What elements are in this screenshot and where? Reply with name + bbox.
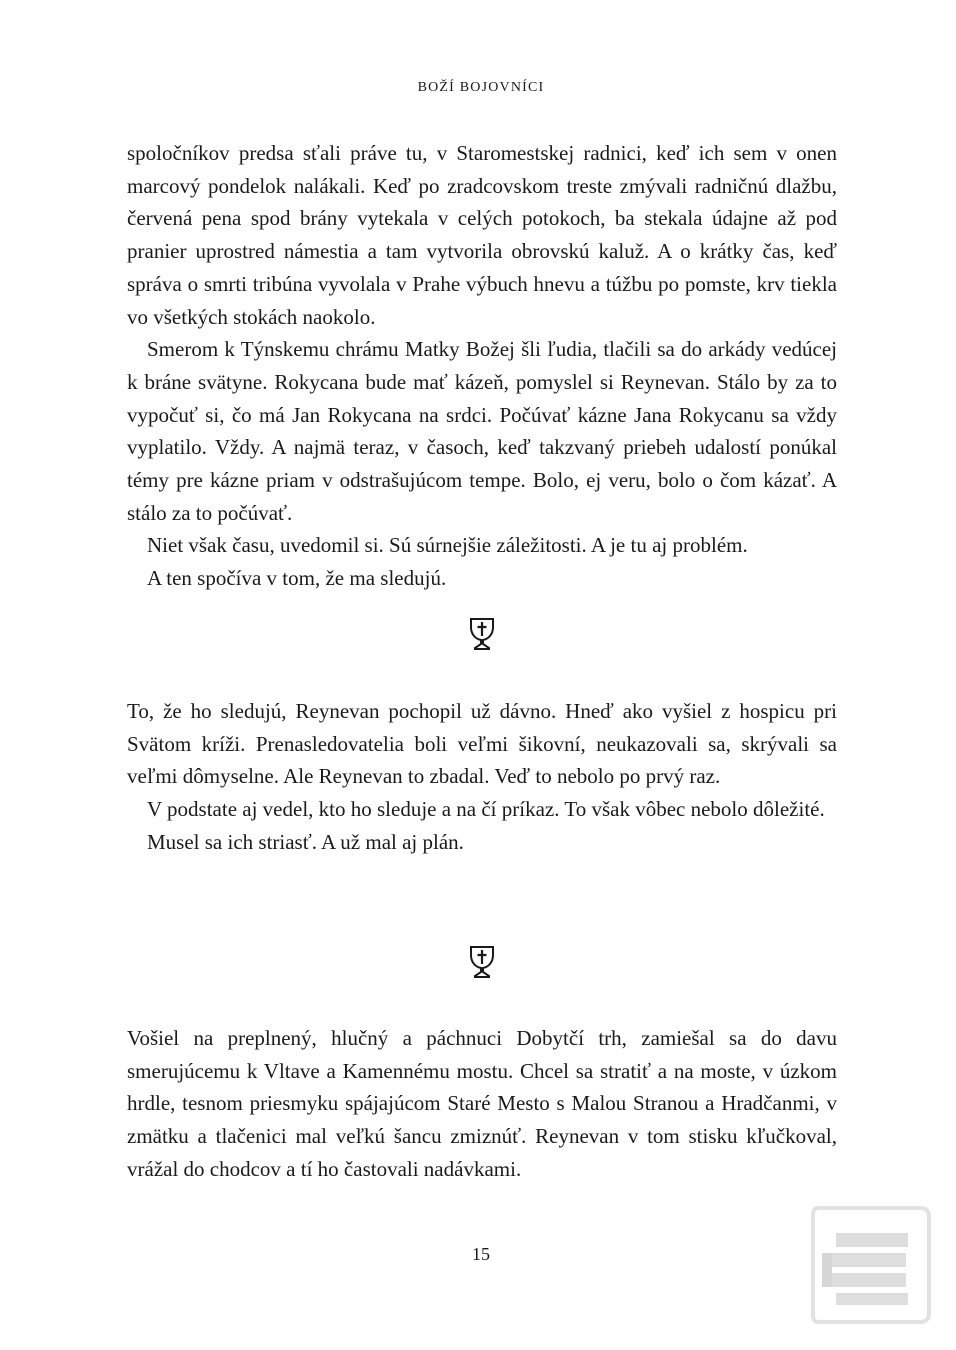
- paragraph: To, že ho sledujú, Reynevan pochopil už dávno. Hneď ako vyšiel z hospicu pri Svätom kríži. Prenasledovatelia boli veľmi šikovní, neukazovali sa, skrývali sa veľmi dômyselne. Ale Reynevan to zbadal. Veď to nebolo po prvý raz.: [127, 699, 837, 789]
- page-number: 15: [472, 1244, 490, 1264]
- paragraph: Vošiel na preplnený, hlučný a páchnuci Dobytčí trh, zamiešal sa do davu smerujúcemu k Vltave a Kamennému mostu. Chcel sa stratiť a na moste, v úzkom hrdle, tesnom priesmyku spájajúcom Staré Mesto s Malou Stranou a Hradčanmi, v zmätku a tlačenici mal veľkú šancu zmiznúť. Reynevan v tom stisku kľučkoval, vrážal do chodcov a tí ho častovali nadávkami.: [127, 1026, 837, 1181]
- paragraph: Niet však času, uvedomil si. Sú súrnejšie záležitosti. A je tu aj problém.: [147, 533, 748, 558]
- text-section-2: [127, 695, 837, 859]
- paragraph: spoločníkov predsa sťali práve tu, v Staromestskej radnici, keď ich sem v onen marcový pondelok nalákali. Keď po zradcovskom treste zmývali radničnú dlažbu, červená pena spod brány vytekala v celých potokoch, ba stekala údajne až pod pranier uprostred námestia a tam vytvorila obrovskú kaluž. A o krátky čas, keď správa o smrti tribúna vyvolala v Prahe výbuch hnevu a túžbu po pomste, krv tiekla vo všetkých stokách naokolo.: [127, 141, 837, 329]
- chalice-with-cross-icon: [468, 617, 496, 651]
- watermark-logo: [810, 1205, 932, 1325]
- chalice-with-cross-icon: [468, 945, 496, 979]
- paragraph: Smerom k Týnskemu chrámu Matky Božej šli ľudia, tlačili sa do arkády vedúcej k bráne svätyne. Rokycana bude mať kázeň, pomyslel si Reynevan. Stálo by za to vypočuť si, čo má Jan Rokycana na srdci. Počúvať kázne Jana Rokycanu sa vždy vyplatilo. Vždy. A najmä teraz, v časoch, keď takzvaný priebeh udalostí ponúkal témy pre kázne priam v odstrašujúcom tempe. Bolo, ej veru, bolo o čom kázať. A stálo za to počúvať.: [127, 337, 837, 525]
- paragraph: A ten spočíva v tom, že ma sledujú.: [147, 566, 447, 591]
- paragraph: V podstate aj vedel, kto ho sleduje a na čí príkaz. To však vôbec nebolo dôležité.: [147, 797, 825, 822]
- paragraph: Musel sa ich striasť. A už mal aj plán.: [147, 829, 464, 854]
- text-section-1: [127, 137, 837, 595]
- text-section-3: [127, 1022, 837, 1186]
- running-head: BOŽÍ BOJOVNÍCI: [417, 80, 545, 95]
